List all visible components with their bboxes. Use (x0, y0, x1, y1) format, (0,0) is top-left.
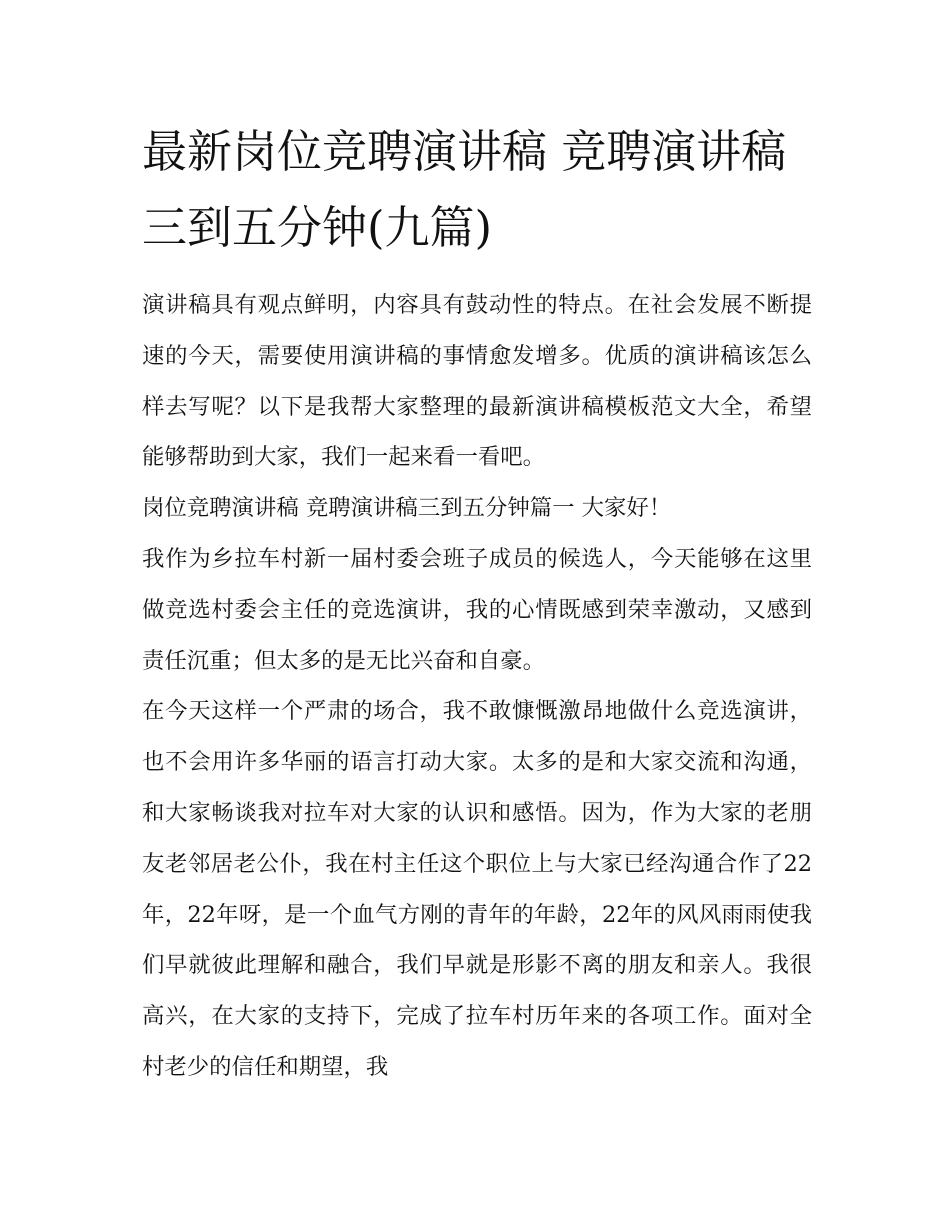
paragraph-intro: 演讲稿具有观点鲜明，内容具有鼓动性的特点。在社会发展不断提速的今天，需要使用演讲稿的事情愈发增多。优质的演讲稿该怎么样去写呢？以下是我帮大家整理的最新演讲稿模板范文大全，希望能够帮助到大家，我们一起来看一看吧。 (142, 292, 812, 471)
paragraph-heading-speech-one: 岗位竞聘演讲稿 竞聘演讲稿三到五分钟篇一 大家好！ (142, 495, 672, 522)
document-title: 最新岗位竞聘演讲稿 竞聘演讲稿三到五分钟(九篇) (142, 125, 787, 254)
document-page (142, 114, 812, 1093)
paragraph-speech-body: 在今天这样一个严肃的场合，我不敢慷慨激昂地做什么竞选演讲，也不会用许多华丽的语言打动大家。太多的是和大家交流和沟通，和大家畅谈我对拉车对大家的认识和感悟。因为，作为大家的老朋友老邻居老公仆，我在村主任这个职位上与大家已经沟通合作了22年，22年呀，是一个血气方刚的青年的年龄，22年的风风雨雨使我们早就彼此理解和融合，我们早就是形影不离的朋友和亲人。我很高兴，在大家的支持下，完成了拉车村历年来的各项工作。面对全村老少的信任和期望，我 (142, 698, 812, 1080)
paragraph-candidate-intro: 我作为乡拉车村新一届村委会班子成员的候选人，今天能够在这里做竞选村委会主任的竞选演讲，我的心情既感到荣幸激动，又感到责任沉重；但太多的是无比兴奋和自豪。 (142, 545, 812, 674)
